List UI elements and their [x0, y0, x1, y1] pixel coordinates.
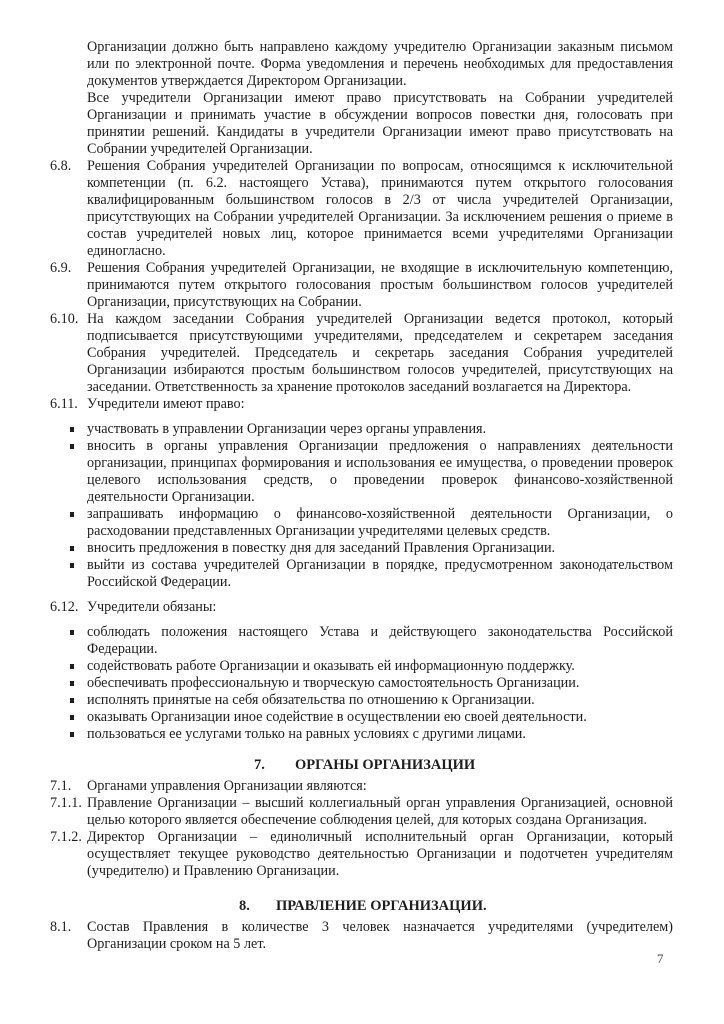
bullet-icon [70, 563, 74, 568]
section-number: 7. [254, 757, 265, 773]
section-number: 8. [239, 898, 250, 914]
bullet-icon [70, 630, 74, 635]
clause-text: Правление Организации – высший коллегиальный орган управления Организацией, основной целью которого является обеспечение соблюдения целей, для которых создана Организация. [87, 795, 673, 828]
clause-6-11 [50, 396, 673, 413]
clause-text: Учредители обязаны: [87, 599, 217, 615]
list-item-text: запрашивать информацию о финансово-хозяйственной деятельности Организации, о расходовании представленных Организации учредителями целевых средств. [87, 506, 673, 539]
list-item-text: выйти из состава учредителей Организации в порядке, предусмотренном законодательством Российской Федерации. [87, 557, 673, 590]
list-item-text: вносить в органы управления Организации предложения о направлениях деятельности организации, принципах формирования и использования ее имущества, о проведении проверок целевого использования средств, о проведении проверок финансово-хозяйственной деятельности Организации. [87, 438, 673, 505]
section-title: ОРГАНЫ ОРГАНИЗАЦИИ [295, 757, 476, 773]
bullet-icon [70, 546, 74, 551]
bullet-icon [70, 698, 74, 703]
clause-text: Решения Собрания учредителей Организации по вопросам, относящимся к исключительной компетенции (п. 6.2. настоящего Устава), принимаются путем открытого голосования квалифицированным большинством голосов в 2/3 от числа учредителей Организации, присутствующих на Собрании учредителей Организации. За исключением решения о приеме в состав учредителей новых лиц, которое принимается всеми учредителями Организации единогласно. [87, 158, 673, 259]
clause-text: Учредители имеют право: [87, 396, 245, 412]
clause-number: 7.1.1. [50, 795, 82, 811]
clause-number: 6.9. [50, 260, 72, 276]
list-item [50, 421, 673, 438]
list-item [50, 557, 673, 591]
list-item [50, 624, 673, 658]
rights-list [50, 421, 673, 591]
clause-number: 8.1. [50, 919, 72, 935]
list-item [50, 675, 673, 692]
clause-6-12 [50, 599, 673, 616]
clause-text: Состав Правления в количестве 3 человек назначается учредителями (учредителем) Организации сроком на 5 лет. [87, 919, 673, 952]
clause-8-1 [50, 919, 673, 953]
clause-6-9 [50, 260, 673, 311]
clause-6-8 [50, 158, 673, 260]
list-item-text: обеспечивать профессиональную и творческую самостоятельность Организации. [87, 675, 580, 691]
section-heading-7 [50, 757, 673, 774]
list-item [50, 438, 673, 506]
clause-text: На каждом заседании Собрания учредителей Организации ведется протокол, который подписывается присутствующими учредителями, председателем и секретарем заседания Собрания учредителей. Председатель и секретарь заседания Собрания учредителей Организации избираются простым большинством голосов учредителей, присутствующих на заседании. Ответственность за хранение протоколов заседаний возлагается на Директора. [87, 311, 673, 395]
section-heading-8 [50, 898, 673, 915]
list-item-text: участвовать в управлении Организации через органы управления. [87, 421, 487, 437]
page-number: 7 [657, 951, 664, 966]
list-item [50, 709, 673, 726]
list-item-text: содействовать работе Организации и оказывать ей информационную поддержку. [87, 658, 575, 674]
bullet-icon [70, 681, 74, 686]
bullet-icon [70, 732, 74, 737]
bullet-icon [70, 444, 74, 449]
bullet-icon [70, 664, 74, 669]
clause-text: Органами управления Организации являются: [87, 778, 367, 794]
section-title: ПРАВЛЕНИЕ ОРГАНИЗАЦИИ. [276, 898, 487, 914]
bullet-icon [70, 715, 74, 720]
list-item-text: исполнять принятые на себя обязательства по отношению к Организации. [87, 692, 535, 708]
list-item-text: соблюдать положения настоящего Устава и действующего законодательства Российской Федерации. [87, 624, 673, 657]
clause-number: 7.1. [50, 778, 72, 794]
clause-7-1 [50, 778, 673, 795]
list-item [50, 692, 673, 709]
obligations-list [50, 624, 673, 743]
clause-7-1-2 [50, 829, 673, 880]
page-content [50, 39, 673, 953]
continuation-paragraph: Организации должно быть направлено каждому учредителю Организации заказным письмом или по электронной почте. Форма уведомления и перечень необходимых для предоставления документов утверждается Директором Организации. [87, 39, 673, 89]
bullet-icon [70, 512, 74, 517]
clause-text: Решения Собрания учредителей Организации, не входящие в исключительную компетенцию, принимаются путем открытого голосования простым большинством голосов учредителей Организации, присутствующих на Собрании. [87, 260, 673, 310]
continuation-paragraph: Все учредители Организации имеют право присутствовать на Собрании учредителей Организации и принимать участие в обсуждении вопросов повестки дня, голосовать при принятии решений. Кандидаты в учредители Организации имеют право присутствовать на Собрании учредителей Организации. [87, 90, 673, 157]
bullet-icon [70, 427, 74, 432]
clause-number: 6.8. [50, 158, 72, 174]
list-item [50, 506, 673, 540]
clause-6-10 [50, 311, 673, 396]
list-item-text: оказывать Организации иное содействие в осуществлении ею своей деятельности. [87, 709, 587, 725]
clause-number: 7.1.2. [50, 829, 82, 845]
list-item [50, 540, 673, 557]
clause-number: 6.12. [50, 599, 79, 615]
list-item-text: пользоваться ее услугами только на равных условиях с другими лицами. [87, 726, 526, 742]
clause-7-1-1 [50, 795, 673, 829]
clause-number: 6.11. [50, 396, 78, 412]
clause-number: 6.10. [50, 311, 79, 327]
list-item-text: вносить предложения в повестку дня для заседаний Правления Организации. [87, 540, 556, 556]
clause-text: Директор Организации – единоличный исполнительный орган Организации, который осуществляет текущее руководство деятельностью Организации и подотчетен учредителям (учредителю) и Правлению Организации. [87, 829, 673, 879]
list-item [50, 658, 673, 675]
list-item [50, 726, 673, 743]
